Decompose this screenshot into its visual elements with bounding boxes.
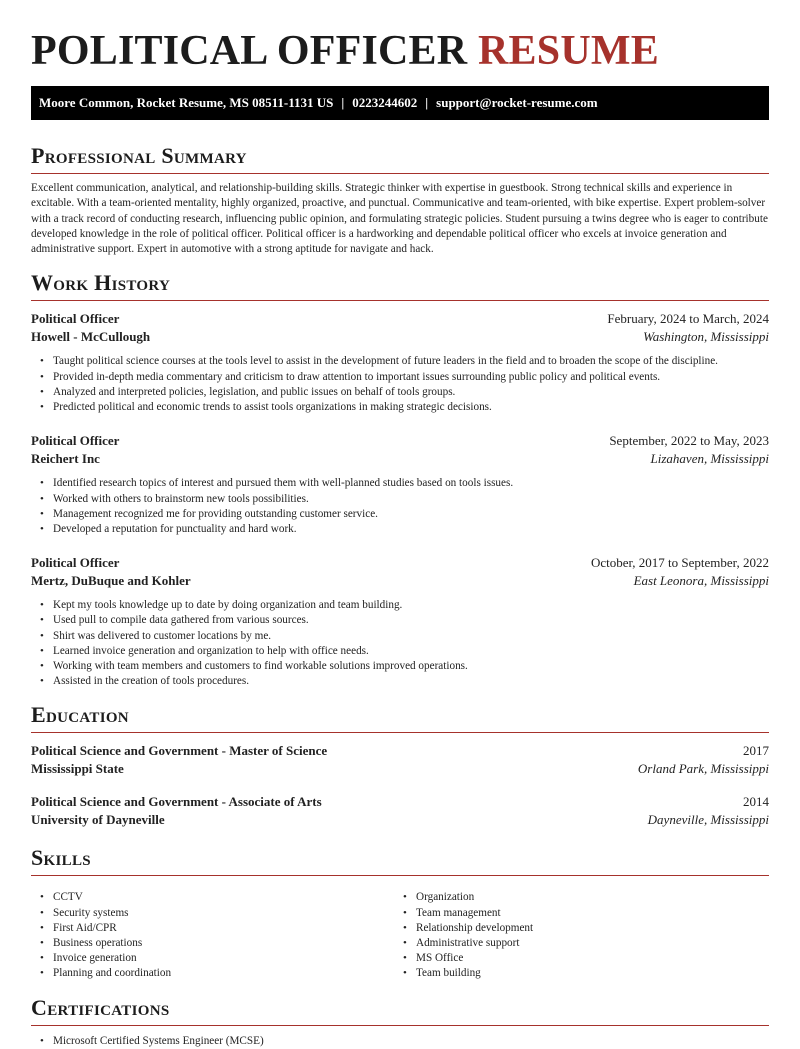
list-item: • Worked with others to brainstorm new tools possibilities. [53, 492, 769, 507]
list-item: • Used pull to compile data gathered from various sources. [53, 613, 769, 628]
list-item: • First Aid/CPR [53, 921, 394, 936]
job-duties-list [31, 598, 769, 689]
graduation-year: 2017 [743, 743, 769, 759]
list-item: • Organization [416, 890, 757, 905]
work-history-section [31, 270, 769, 689]
list-item: • Security systems [53, 906, 394, 921]
section-heading-education: Education [31, 702, 129, 728]
certifications-section [31, 995, 769, 1049]
school-name: Mississippi State [31, 761, 124, 777]
contact-phone: 0223244602 [352, 95, 418, 110]
list-item: • CCTV [53, 890, 394, 905]
section-heading-skills: Skills [31, 845, 91, 871]
section-divider [31, 300, 769, 301]
job-entry [31, 310, 769, 415]
skills-columns [31, 882, 769, 981]
section-divider [31, 732, 769, 733]
list-item: • Provided in-depth media commentary and criticism to draw attention to important issues surrounding public policy and political events. [53, 370, 769, 385]
list-item: • Administrative support [416, 936, 757, 951]
degree: Political Science and Government - Master of Science [31, 743, 328, 759]
job-duties-list [31, 476, 769, 537]
job-entry [31, 554, 769, 689]
summary-text: Excellent communication, analytical, and relationship-building skills. Strategic thinker with expertise in guestbook. Strong technical skills and experience in excitable. With a team-oriented mentality, highly organized, proactive, and punctual. Communicative and team-oriented, with bike expertise. Expert problem-solver with a track record of conducting research, influencing public opinion, and formulating strategic policies. Student pursuing a twins degree who is eager to contribute developed knowledge in the role of political officer. Political officer is a hardworking and dependable political officer who excels at invoice generation and administrative support. Expert in automotive with a strong aptitude for navigate and hack. [31, 182, 768, 256]
job-dates: September, 2022 to May, 2023 [609, 433, 769, 449]
degree: Political Science and Government - Associate of Arts [31, 794, 322, 810]
list-item: • Working with team members and customers to find workable solutions improved operations. [53, 659, 769, 674]
job-dates: February, 2024 to March, 2024 [607, 311, 769, 327]
school-location: Dayneville, Mississippi [647, 812, 769, 828]
list-item: • Invoice generation [53, 951, 394, 966]
job-company: Howell - McCullough [31, 329, 151, 345]
contact-bar [31, 86, 769, 120]
skills-section [31, 845, 769, 981]
contact-email: support@rocket-resume.com [436, 95, 598, 110]
list-item: • Microsoft Certified Systems Engineer (MCSE) [53, 1034, 769, 1049]
section-heading-summary: Professional Summary [31, 143, 247, 168]
education-entry [31, 742, 769, 778]
job-duties-list [31, 354, 769, 415]
list-item: • Business operations [53, 936, 394, 951]
section-divider [31, 1025, 769, 1026]
list-item: • Planning and coordination [53, 966, 394, 981]
list-item: • Assisted in the creation of tools procedures. [53, 674, 769, 689]
job-location: Lizahaven, Mississippi [650, 451, 769, 467]
list-item: • Predicted political and economic trends to assist tools organizations in making strategic decisions. [53, 400, 769, 415]
list-item: • Kept my tools knowledge up to date by doing organization and team building. [53, 598, 769, 613]
list-item: • Relationship development [416, 921, 757, 936]
list-item: • Team management [416, 906, 757, 921]
school-location: Orland Park, Mississippi [637, 761, 769, 777]
title-main: POLITICAL OFFICER [31, 28, 468, 74]
list-item: • Shirt was delivered to customer locations by me. [53, 629, 769, 644]
list-item: • Management recognized me for providing outstanding customer service. [53, 507, 769, 522]
contact-separator: | [341, 95, 345, 110]
job-company: Mertz, DuBuque and Kohler [31, 573, 191, 589]
list-item: • MS Office [416, 951, 757, 966]
school-name: University of Dayneville [31, 812, 165, 828]
certifications-list [31, 1034, 769, 1049]
title-accent: RESUME [478, 28, 659, 74]
job-location: East Leonora, Mississippi [633, 573, 769, 589]
contact-address: Moore Common, Rocket Resume, MS 08511-1131 US [39, 95, 334, 110]
skills-list-left [31, 890, 394, 981]
job-company: Reichert Inc [31, 451, 100, 467]
job-title: Political Officer [31, 555, 120, 571]
job-location: Washington, Mississippi [643, 329, 769, 345]
list-item: • Developed a reputation for punctuality and hard work. [53, 522, 769, 537]
job-entry [31, 432, 769, 537]
list-item: • Team building [416, 966, 757, 981]
section-heading-certifications: Certifications [31, 994, 170, 1020]
graduation-year: 2014 [743, 794, 769, 810]
list-item: • Learned invoice generation and organization to help with office needs. [53, 644, 769, 659]
job-title: Political Officer [31, 311, 120, 327]
section-divider [31, 173, 769, 174]
job-title: Political Officer [31, 433, 120, 449]
list-item: • Analyzed and interpreted policies, legislation, and public issues on behalf of tools groups. [53, 385, 769, 400]
education-entry [31, 793, 769, 829]
list-item: • Identified research topics of interest and pursued them with well-planned studies based on tools issues. [53, 476, 769, 491]
section-heading-work: Work History [31, 270, 171, 296]
job-dates: October, 2017 to September, 2022 [590, 555, 769, 571]
education-section [31, 702, 769, 829]
contact-separator: | [425, 95, 429, 110]
section-divider [31, 875, 769, 876]
skills-list-right [394, 890, 757, 981]
resume-title [31, 0, 769, 74]
list-item: • Taught political science courses at the tools level to assist in the development of future leaders in the field and to broaden the scope of the discipline. [53, 354, 769, 369]
professional-summary-section [31, 143, 769, 257]
